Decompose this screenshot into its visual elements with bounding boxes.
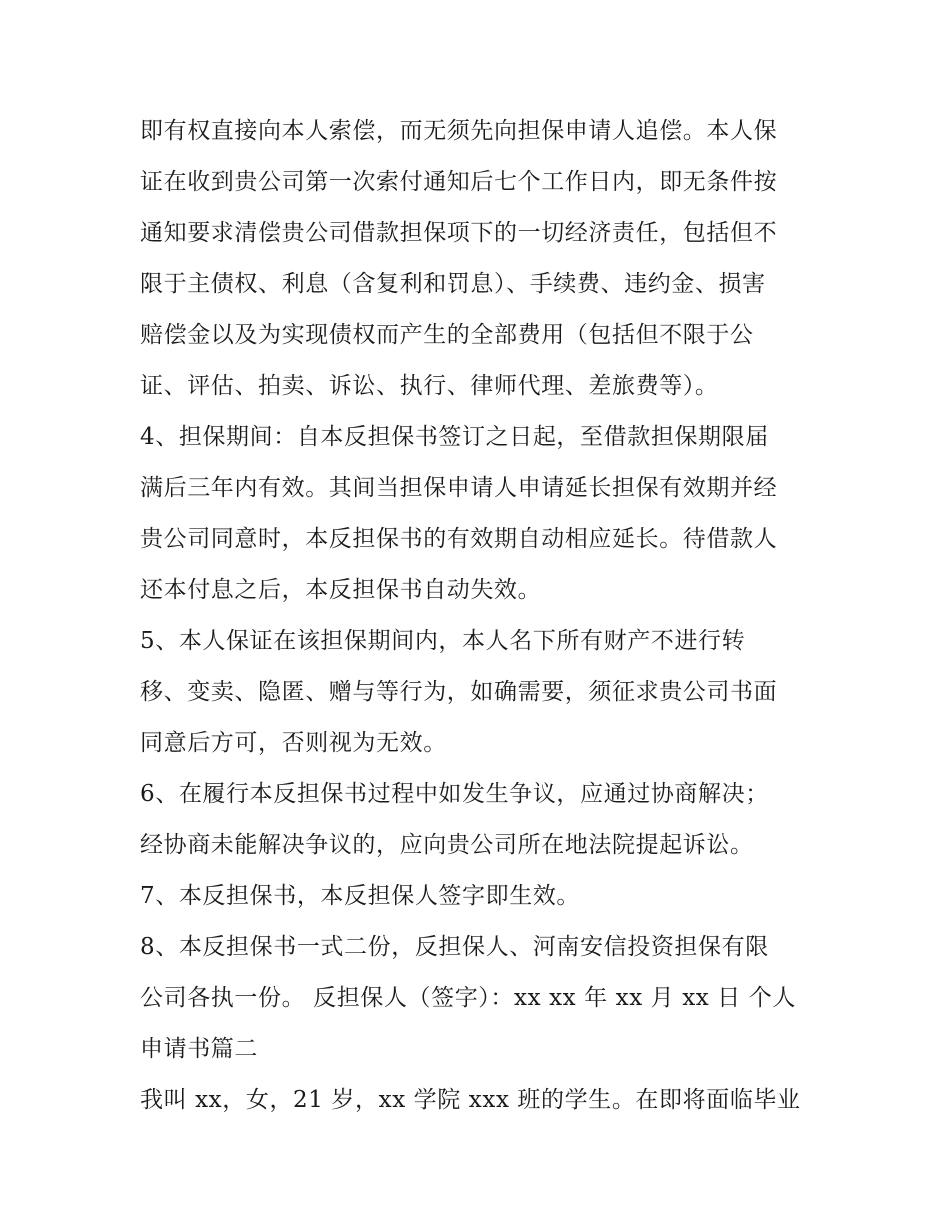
text-line: 8、本反担保书一式二份，反担保人、河南安信投资担保有限 <box>140 934 769 960</box>
text-line: 赔偿金以及为实现债权而产生的全部费用（包括但不限于公 <box>140 322 754 348</box>
text-line: 移、变卖、隐匿、赠与等行为，如确需要，须征求贵公司书面 <box>140 679 778 705</box>
text-line: 通知要求清偿贵公司借款担保项下的一切经济责任，包括但不 <box>140 220 778 246</box>
text-line: 5、本人保证在该担保期间内，本人名下所有财产不进行转 <box>140 628 746 654</box>
text-line: 即有权直接向本人索偿，而无须先向担保申请人追偿。本人保 <box>140 118 778 144</box>
text-line: 6、在履行本反担保书过程中如发生争议，应通过协商解决； <box>140 781 769 807</box>
text-line: 还本付息之后，本反担保书自动失效。 <box>140 577 542 603</box>
text-line: 我叫 xx，女，21 岁，xx 学院 xxx 班的学生。在即将面临毕业 <box>140 1087 801 1113</box>
text-line: 申请书篇二 <box>140 1036 258 1062</box>
document-body <box>140 106 820 1126</box>
text-line: 4、担保期间：自本反担保书签订之日起，至借款担保期限届 <box>140 424 769 450</box>
text-line: 证、评估、拍卖、诉讼、执行、律师代理、差旅费等）。 <box>140 373 719 399</box>
text-line: 贵公司同意时，本反担保书的有效期自动相应延长。待借款人 <box>140 526 778 552</box>
text-line: 7、本反担保书，本反担保人签字即生效。 <box>140 883 581 909</box>
text-line: 满后三年内有效。其间当担保申请人申请延长担保有效期并经 <box>140 475 778 501</box>
text-line: 同意后方可，否则视为无效。 <box>140 730 447 756</box>
text-line: 证在收到贵公司第一次索付通知后七个工作日内，即无条件按 <box>140 169 778 195</box>
text-line: 限于主债权、利息（含复利和罚息）、手续费、违约金、损害 <box>140 271 766 297</box>
text-line: 经协商未能解决争议的，应向贵公司所在地法院提起诉讼。 <box>140 832 754 858</box>
text-line: 公司各执一份。 反担保人（签字）：xx xx 年 xx 月 xx 日 个人 <box>140 985 796 1011</box>
